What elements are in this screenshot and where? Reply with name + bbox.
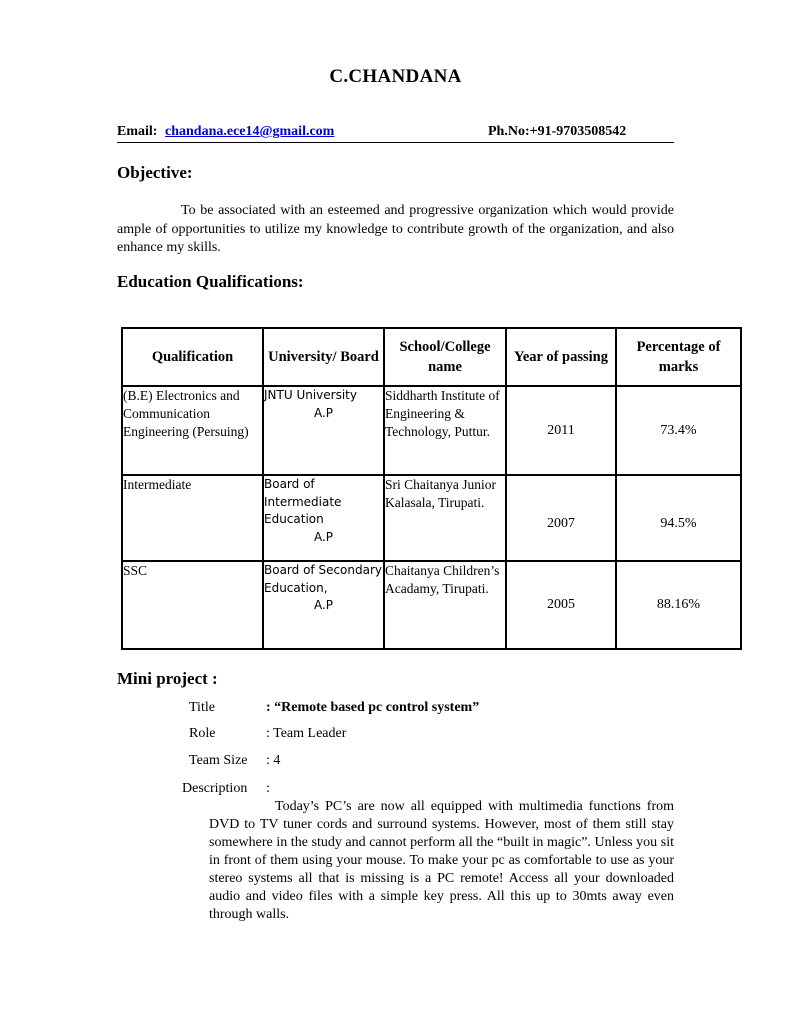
percentage-cell: 88.16% [616, 561, 741, 649]
qualification-cell: Intermediate [122, 475, 263, 561]
board-place: A.P [313, 405, 334, 420]
table-row [122, 561, 741, 649]
title-value: : “Remote based pc control system” [266, 700, 480, 715]
header-percentage: Percentage of marks [616, 328, 741, 386]
board-cell [263, 475, 384, 561]
description-label: Description [182, 781, 248, 796]
objective-heading: Objective: [117, 163, 193, 182]
email-link[interactable]: chandana.ece14@gmail.com [165, 124, 335, 139]
team-size-label: Team Size [189, 753, 248, 768]
percentage-cell: 73.4% [616, 386, 741, 475]
title-label: Title [189, 700, 215, 715]
board-place: A.P [313, 598, 334, 612]
header-school: School/College name [384, 328, 506, 386]
year-cell: 2005 [506, 561, 616, 649]
board-name: Board of Intermediate Education [264, 477, 342, 526]
school-cell: Sri Chaitanya Junior Kalasala, Tirupati. [384, 475, 506, 561]
table-row [122, 475, 741, 561]
percentage-cell: 94.5% [616, 475, 741, 561]
year-cell: 2007 [506, 475, 616, 561]
board-name: Board of Secondary Education, [264, 563, 383, 595]
board-cell [263, 561, 384, 649]
description-colon: : [266, 781, 270, 796]
qualification-cell: (B.E) Electronics and Communication Engineering (Persuing) [122, 386, 263, 475]
qualification-cell: SSC [122, 561, 263, 649]
education-heading: Education Qualifications: [117, 272, 304, 291]
header-year: Year of passing [506, 328, 616, 386]
description-body: Today’s PC’s are now all equipped with multimedia functions from DVD to TV tuner cords and surround systems. However, most of them still stay somewhere in the study and cannot perform all the “built in magic”. Unless you sit in front of them using your mouse. To make your pc as comfortable to use as your stereo systems all that is missing is a PC remote! Access all your downloaded audio and video files with a simple key press. All this up to 30mts away even through walls. [209, 799, 674, 922]
header-qualification: Qualification [122, 328, 263, 386]
table-row [122, 386, 741, 475]
mini-project-heading: Mini project : [117, 669, 218, 688]
school-cell: Siddharth Institute of Engineering & Technology, Puttur. [384, 386, 506, 475]
table-header-row [122, 328, 741, 386]
board-name: JNTU University [264, 388, 357, 402]
school-cell: Chaitanya Children’s Acadamy, Tirupati. [384, 561, 506, 649]
education-table [121, 327, 742, 650]
email-label: Email: [117, 124, 158, 139]
team-size-value: : 4 [266, 753, 281, 768]
year-cell: 2011 [506, 386, 616, 475]
objective-body: To be associated with an esteemed and progressive organization which would provide ample of opportunities to utilize my knowledge to contribute growth of the organization, and also enhance my skills. [117, 203, 674, 255]
candidate-name: C.CHANDANA [329, 66, 462, 87]
phone-number: Ph.No:+91-9703508542 [488, 124, 627, 139]
role-label: Role [189, 726, 216, 741]
board-place: A.P [313, 529, 334, 544]
role-value: : Team Leader [266, 726, 347, 741]
objective-text [117, 202, 674, 258]
header-university: University/ Board [263, 328, 384, 386]
description-text [209, 798, 674, 924]
board-cell [263, 386, 384, 475]
contact-line [117, 123, 674, 143]
